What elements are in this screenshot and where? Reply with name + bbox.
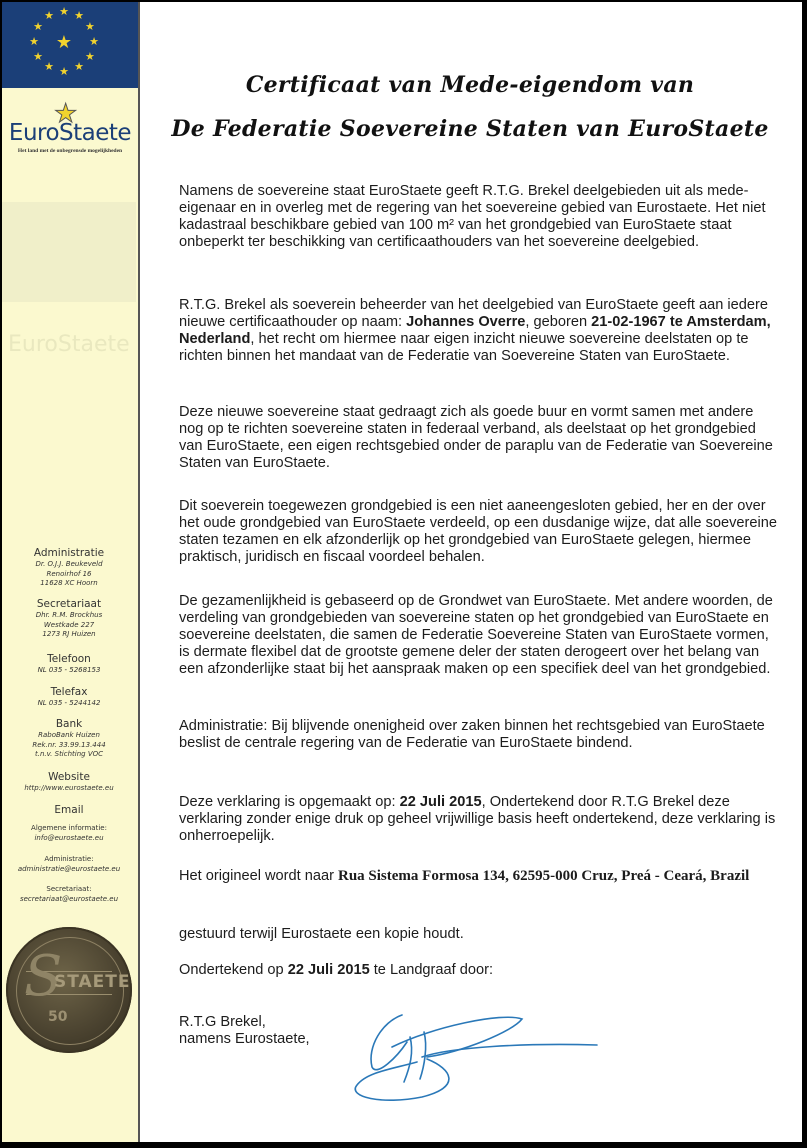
text-run: te Landgraaf door:	[369, 962, 494, 978]
eu-flag-icon	[2, 2, 138, 88]
letterhead-sidebar	[2, 2, 140, 1142]
email-link[interactable]: info@eurostaete.eu	[34, 833, 104, 842]
destination-address: Rua Sistema Formosa 134, 62595-000 Cruz, Preá - Ceará, Brazil	[338, 868, 750, 884]
paragraph-text	[179, 794, 779, 845]
contact-line: Dr. O.J.J. Beukeveld	[35, 560, 103, 568]
paragraph-text	[179, 962, 779, 979]
text-run: , geboren	[525, 314, 592, 330]
holder-birth: 21-02-1967 te Amsterdam, Nederland	[179, 314, 771, 347]
logo-tagline: Het land met de onbegrensde mogelijkheden	[17, 148, 123, 154]
declaration-date: 22 Juli 2015	[399, 794, 482, 810]
paragraph-3	[179, 404, 779, 472]
logo-wordmark: EuroStaete	[8, 120, 132, 146]
star-icon: ★	[44, 9, 54, 22]
wax-seal	[6, 927, 132, 1053]
star-icon: ★	[89, 35, 99, 48]
contact-administratie	[2, 547, 136, 589]
email-link[interactable]: administratie@eurostaete.eu	[17, 864, 121, 873]
contact-heading: Telefoon	[47, 653, 91, 665]
star-icon: ★	[44, 61, 54, 74]
star-icon: ★	[33, 50, 43, 63]
certificate-subtitle: De Federatie Soevereine Staten van EuroStaete	[171, 116, 769, 142]
star-icon: ★	[29, 35, 39, 48]
signer-role: namens Eurostaete,	[179, 1031, 310, 1047]
star-icon: ★	[74, 61, 84, 74]
website-link[interactable]: http://www.eurostaete.eu	[24, 784, 114, 792]
contact-heading: Email	[54, 804, 84, 816]
email-secretariaat	[2, 885, 136, 904]
certificate-page	[2, 2, 802, 1142]
contact-email	[2, 804, 136, 817]
star-icon: ★	[54, 98, 78, 128]
email-administratie	[2, 855, 136, 874]
contact-line: Dhr. R.M. Brockhus	[35, 611, 103, 619]
contact-line: 11628 XC Hoorn	[40, 579, 98, 587]
text-run: , Ondertekend door R.T.G Brekel deze verklaring zonder enige druk op geheel vrijwillige basis heeft ondertekend, deze verklaring is onherroepelijk.	[179, 794, 776, 844]
contact-line: Westkade 227	[43, 620, 95, 629]
star-icon: ★	[33, 20, 43, 33]
certificate-title: Certificaat van Mede-eigendom van	[245, 72, 695, 98]
paragraph-text: gestuurd terwijl Eurostaete een kopie houdt.	[179, 926, 464, 942]
email-general	[2, 824, 136, 843]
paragraph-5	[179, 593, 779, 678]
signing-date: 22 Juli 2015	[287, 962, 370, 978]
contact-heading: Bank	[55, 718, 83, 730]
contact-telefax	[2, 686, 136, 709]
text-run: Het origineel wordt naar	[179, 868, 338, 884]
contact-bank	[2, 718, 136, 760]
contact-heading: Secretariaat	[36, 598, 102, 610]
paragraph-text	[179, 868, 779, 885]
paragraph-4	[179, 498, 779, 566]
contact-line: 1273 RJ Huizen	[42, 630, 96, 638]
contact-line: NL 035 - 5244142	[37, 699, 101, 707]
paragraph-8	[179, 868, 779, 885]
signature-stroke	[422, 1045, 597, 1058]
contact-heading: Telefax	[50, 686, 88, 698]
star-icon: ★	[74, 9, 84, 22]
paragraph-10	[179, 962, 779, 979]
holder-name: Johannes Overre	[406, 314, 526, 330]
email-label: Administratie:	[44, 855, 94, 863]
paragraph-1	[179, 183, 779, 251]
signature-icon	[342, 1007, 602, 1107]
star-icon: ★	[59, 65, 69, 78]
paragraph-text: De gezamenlijkheid is gebaseerd op de Grondwet van EuroStaete. Met andere woorden, de verdeling van grondgebieden van soevereine staten op het grondgebied van EuroStaete en soevereine deelstaten, die samen de Federatie Soevereine Staten van EuroStaete vormen, is dermate flexibel dat de grootste gemene deler der staten derogeert over het belang van een afzonderlijke staat bij het aanspraak maken op een specifiek deel van het grondgebied.	[179, 593, 773, 677]
email-label: Secretariaat:	[46, 885, 92, 893]
paragraph-text: Administratie: Bij blijvende onenigheid over zaken binnen het rechtsgebied van EuroStaete beslist de centrale regering van de Federatie van EuroStaete bindend.	[179, 718, 765, 751]
paragraph-text	[179, 297, 779, 365]
contact-heading: Administratie	[33, 547, 105, 559]
star-icon: ★	[85, 20, 95, 33]
signer-name: R.T.G Brekel,	[179, 1014, 266, 1030]
paragraph-text: Namens de soevereine staat EuroStaete geeft R.T.G. Brekel deelgebieden uit als mede-eigenaar en in overleg met de regering van het soevereine gebied van Eurostaete. Het niet kadastraal beschikbare gebied van 100 m² van het grondgebied van EuroStaete staat onbeperkt ter beschikking van certificaathouders van het soevereine deelgebied.	[179, 183, 766, 250]
watermark-block	[2, 202, 136, 302]
seal-s-glyph: S	[24, 944, 63, 1009]
contact-line: RaboBank Huizen	[38, 731, 100, 739]
contact-telefoon	[2, 653, 136, 676]
contact-line: Renoirhof 16	[46, 569, 92, 578]
seal-text: STAETE	[54, 972, 131, 992]
contact-line: t.n.v. Stichting VOC	[34, 750, 104, 758]
email-label: Algemene informatie:	[31, 824, 107, 832]
contact-secretariaat	[2, 598, 136, 640]
contact-line: NL 035 - 5268153	[37, 666, 101, 674]
paragraph-text: Deze nieuwe soevereine staat gedraagt zich als goede buur en vormt samen met andere nog op te richten soevereine staten in federaal verband, als deelstaat op het grondgebied van EuroStaete, een eigen rechtsgebied onder de paraplu van de Federatie van Soevereine Staten van EuroStaete.	[179, 404, 773, 471]
paragraph-text: Dit soeverein toegewezen grondgebied is een niet aaneengesloten gebied, her en der over het oude grondgebied van EuroStaete verdeeld, op een dusdanige wijze, dat alle soevereine staten tezamen en elk afzonderlijk op het grondgebied van EuroStaete gelegen, hiermee praktisch, juridisch en fiscaal voordeel behalen.	[179, 498, 777, 565]
text-run: , het recht om hiermee naar eigen inzicht nieuwe soevereine deelstaten op te richten binnen het mandaat van de Federatie van Soevereine Staten van EuroStaete.	[179, 331, 749, 364]
contact-heading: Website	[48, 771, 90, 783]
seal-number: 50	[48, 1009, 68, 1025]
signature-stroke	[355, 1059, 449, 1100]
text-run: Deze verklaring is opgemaakt op:	[179, 794, 400, 810]
email-link[interactable]: secretariaat@eurostaete.eu	[19, 894, 119, 903]
text-run: Ondertekend op	[179, 962, 288, 978]
paragraph-9	[179, 926, 779, 943]
contact-website	[2, 771, 136, 794]
contact-line: Rek.nr. 33.99.13.444	[32, 740, 106, 749]
paragraph-7	[179, 794, 779, 845]
star-icon: ★	[59, 5, 69, 18]
watermark-text: EuroStaete	[8, 332, 130, 357]
paragraph-6	[179, 718, 779, 752]
paragraph-2	[179, 297, 779, 365]
text-run: R.T.G. Brekel als soeverein beheerder van het deelgebied van EuroStaete geeft aan iedere nieuwe certificaathouder op naam:	[179, 297, 768, 330]
center-star-icon: ★	[55, 32, 73, 52]
star-icon: ★	[85, 50, 95, 63]
